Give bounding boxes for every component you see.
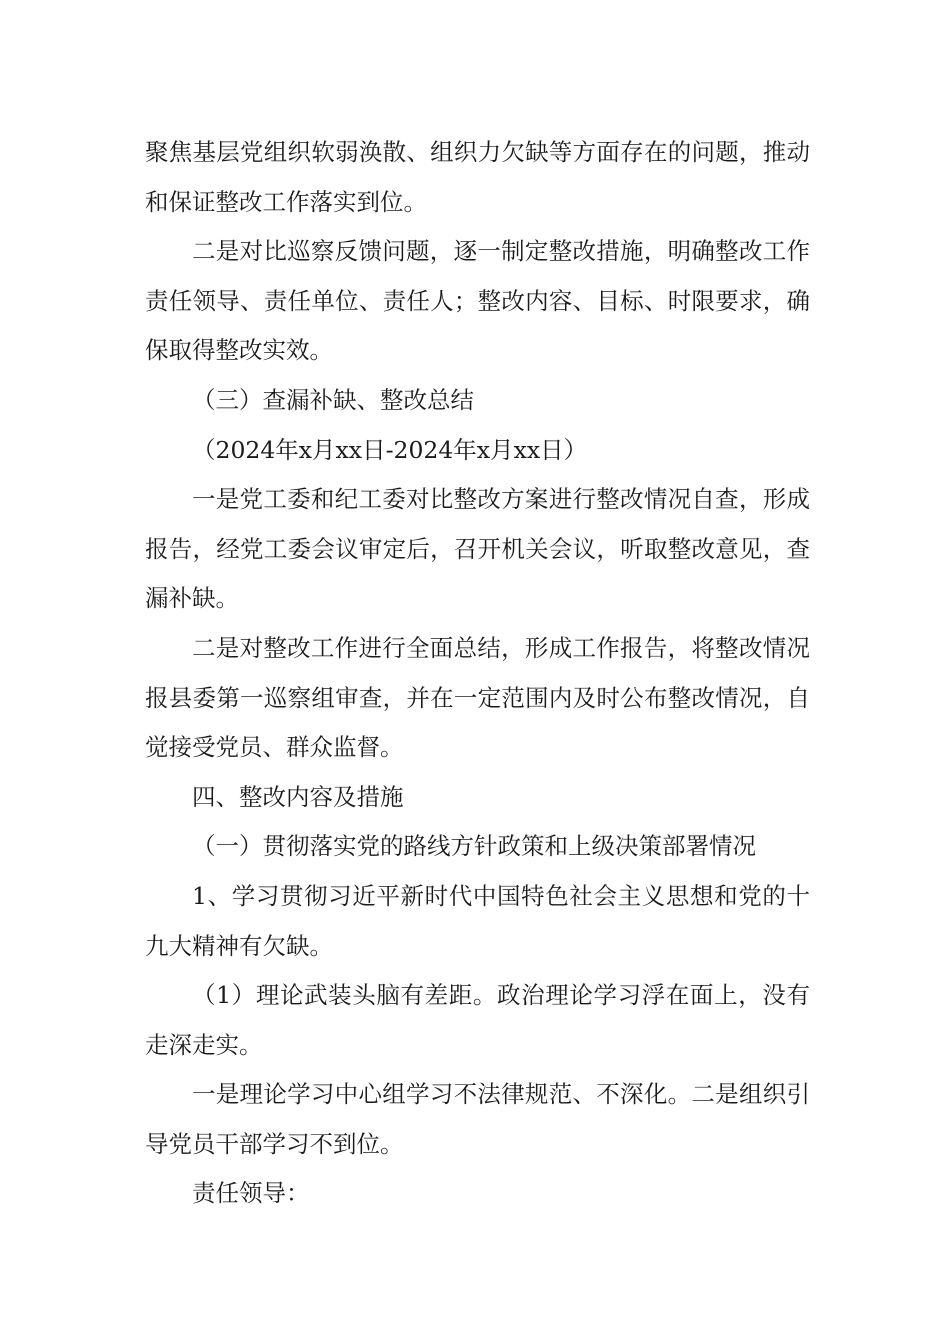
- paragraph-continuation: 聚焦基层党组织软弱涣散、组织力欠缺等方面存在的问题，推动和保证整改工作落实到位。: [145, 138, 810, 216]
- document-body: [145, 128, 810, 1219]
- numbered-item-one: 1、学习贯彻习近平新时代中国特色社会主义思想和党的十九大精神有欠缺。: [145, 881, 810, 960]
- paragraph-item-one: 一是党工委和纪工委对比整改方案进行整改情况自查，形成报告，经党工委会议审定后，召开机关会议，听取整改意见，查漏补缺。: [145, 485, 810, 613]
- section-heading-three: （三）查漏补缺、整改总结: [192, 385, 474, 414]
- sub-item-one: （1）理论武装头脑有差距。政治理论学习浮在面上，没有走深走实。: [145, 981, 810, 1059]
- date-range: （2024年x月xx日-2024年x月xx日）: [192, 435, 588, 464]
- section-heading-four: 四、整改内容及措施: [192, 782, 404, 811]
- responsible-leader-label: 责任领导：: [192, 1179, 310, 1208]
- paragraph-item-two-summary: 二是对整改工作进行全面总结，形成工作报告，将整改情况报县委第一巡察组审查，并在一定范围内及时公布整改情况，自觉接受党员、群众监督。: [145, 633, 810, 762]
- subsection-heading-one: （一）贯彻落实党的路线方针政策和上级决策部署情况: [192, 832, 756, 861]
- paragraph-item-two: 二是对比巡察反馈问题，逐一制定整改措施，明确整改工作责任领导、责任单位、责任人；整改内容、目标、时限要求，确保取得整改实效。: [145, 237, 810, 365]
- paragraph-item-details: 一是理论学习中心组学习不法律规范、不深化。二是组织引导党员干部学习不到位。: [145, 1080, 810, 1158]
